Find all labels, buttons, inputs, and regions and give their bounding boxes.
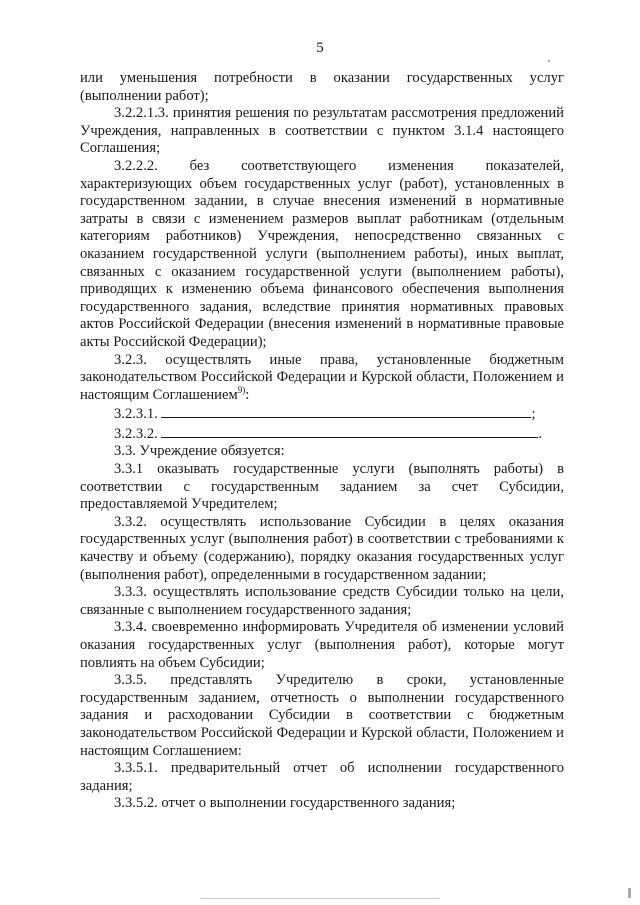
paragraph-continuation: или уменьшения потребности в оказании государственных услуг (выполнении работ); (80, 70, 564, 104)
paragraph-3-2-2-1-3: 3.2.2.1.3. принятия решения по результатам рассмотрения предложений Учреждения, направленных в соответствии с пунктом 3.1.4 настоящего Соглашения; (80, 105, 564, 157)
scan-speck (628, 888, 631, 898)
paragraph-3-2-2-2: 3.2.2.2. без соответствующего изменения показателей, характеризующих объем государственных услуг (работ), установленных в государственном задании, в случае внесения изменений в нормативные затраты в связи с изменением размеров выплат работникам (отдельным категориям работников) Учреждения, непосредственно связанных с оказанием государственной услуги (выполнением работы), иных выплат, связанных с оказанием государственной услуги (выполнением работы), приводящих к изменению объема финансового обеспечения выполнения государственного задания, вследствие принятия нормативных правовых актов Российской Федерации (внесения изменений в нормативные правовые акты Российской Федерации); (80, 157, 564, 350)
document-body (80, 70, 564, 813)
paragraph-3-3-3: 3.3.3. осуществлять использование средств Субсидии только на цели, связанные с выполнением государственного задания; (80, 584, 564, 618)
paragraph-3-3-5-2: 3.3.5.2. отчет о выполнении государственного задания; (114, 795, 456, 812)
scan-speck (200, 898, 440, 899)
paragraph-3-3-5: 3.3.5. представлять Учредителю в сроки, установленные государственным заданием, отчетность о выполнении государственного задания и расходовании Субсидии в соответствии с бюджетным законодательством Российской Федерации и Курской области, Положением и настоящим Соглашением: (80, 672, 564, 759)
paragraph-3-2-3-1 (80, 404, 564, 424)
paragraph-3-3-5-1: 3.3.5.1. предварительный отчет об исполнении государственного задания; (80, 760, 564, 794)
paragraph-3-2-3-end: : (245, 386, 250, 403)
paragraph-3-2-3-1-end: ; (531, 406, 536, 423)
scan-speck (548, 60, 550, 62)
paragraph-3-2-3-1-label: 3.2.3.1. (114, 406, 158, 423)
paragraph-3-3: 3.3. Учреждение обязуется: (114, 443, 285, 460)
paragraph-3-2-3-text: 3.2.3. осуществлять иные права, установленные бюджетным законодательством Российской Федерации и Курской области, Положением и настоящим Соглашением (80, 351, 564, 403)
paragraph-3-3-1: 3.3.1 оказывать государственные услуги (выполнять работы) в соответствии с государственным заданием за счет Субсидии, предоставляемой Учредителем; (80, 461, 564, 513)
blank-line (161, 424, 538, 438)
blank-line (161, 404, 531, 418)
paragraph-3-2-3 (80, 352, 564, 405)
footnote-marker: 9) (237, 384, 246, 395)
page-number: 5 (316, 40, 324, 56)
paragraph-3-2-3-2 (80, 424, 564, 444)
paragraph-3-2-3-2-end: . (538, 425, 543, 442)
paragraph-3-2-3-2-label: 3.2.3.2. (114, 425, 158, 442)
paragraph-3-3-2: 3.3.2. осуществлять использование Субсидии в целях оказания государственных услуг (выполнения работ) в соответствии с требованиями к качеству и объему (содержанию), порядку оказания государственных услуг (выполнения работ), определенными в государственном задании; (80, 513, 564, 583)
paragraph-3-3-4: 3.3.4. своевременно информировать Учредителя об изменении условий оказания государственных услуг (выполнения работ), которые могут повлиять на объем Субсидии; (80, 619, 564, 671)
